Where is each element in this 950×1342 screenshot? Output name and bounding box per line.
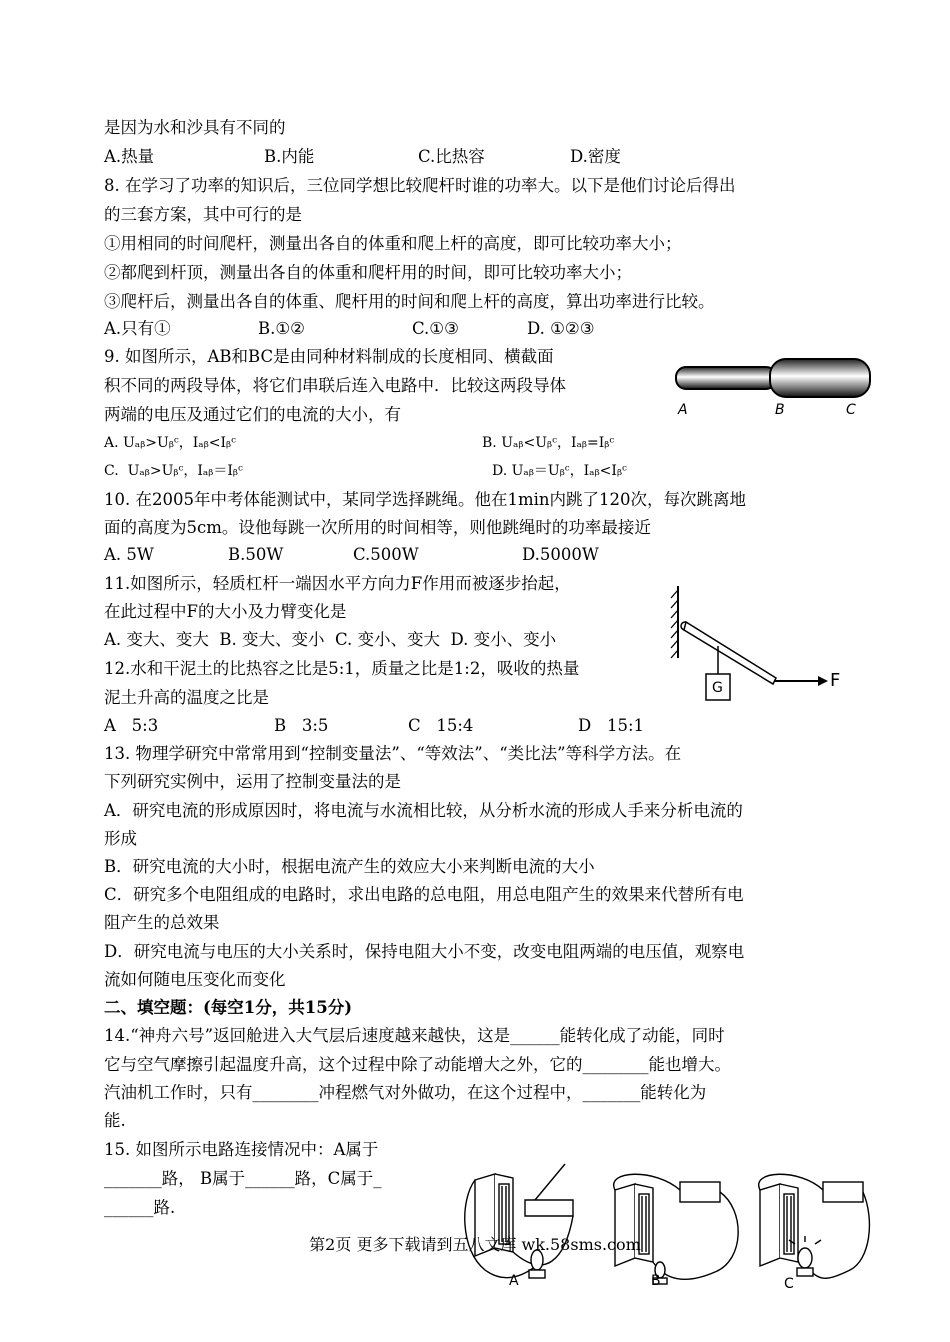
option-b: B 3:5: [274, 716, 329, 735]
text-line: 阻产生的总效果: [104, 913, 220, 932]
text-line: ②都爬到杆顶，测量出各自的体重和爬杆用的时间，即可比较功率大小；: [104, 263, 632, 282]
lever-figure: [668, 582, 848, 707]
text-line: 是因为水和沙具有不同的: [104, 118, 286, 137]
option-a: A.热量: [104, 147, 155, 166]
option-c: C. Uₐᵦ>Uᵦᶜ，Iₐᵦ＝Iᵦᶜ: [104, 463, 243, 479]
option-b: B.内能: [264, 147, 315, 166]
option-b: B.50W: [228, 545, 284, 564]
question-13: 13. 物理学研究中常常用到“控制变量法”、“等效法”、“类比法”等科学方法。在: [104, 744, 682, 763]
option-d: D 15:1: [578, 716, 645, 735]
question-10: 10. 在2005年中考体能测试中，某同学选择跳绳。他在1min内跳了120次，每次跳离地: [104, 490, 747, 509]
option-a: A 5:3: [104, 716, 159, 735]
text-line: 积不同的两段导体，将它们串联后连入电路中．比较这两段导体: [104, 376, 566, 395]
option-a: A. 5W: [104, 545, 154, 564]
question-8: 8. 在学习了功率的知识后，三位同学想比较爬杆时谁的功率大。以下是他们讨论后得出: [104, 176, 736, 195]
option-d: D．研究电流与电压的大小关系时，保持电阻大小不变，改变电阻两端的电压值，观察电: [104, 942, 745, 961]
option-a: A．研究电流的形成原因时，将电流与水流相比较，从分析水流的形成人手来分析电流的: [104, 801, 743, 820]
circuit-label-c: C: [784, 1276, 794, 1292]
text-line: ①用相同的时间爬杆，测量出各自的体重和爬上杆的高度，即可比较功率大小；: [104, 234, 682, 253]
option-d: D. ①②③: [527, 319, 595, 338]
text-line: 流如何随电压变化而变化: [104, 970, 286, 989]
option-b: B.①②: [258, 319, 305, 338]
text-line: _______路， B属于______路，C属于_: [104, 1169, 382, 1188]
text-line: 汽油机工作时，只有________冲程燃气对外做功，在这个过程中，_______能转化为: [104, 1083, 707, 1102]
text-line: 形成: [104, 829, 137, 848]
option-b: B. Uₐᵦ<Uᵦᶜ，Iₐᵦ=Iᵦᶜ: [482, 435, 615, 451]
text-line: 能.: [104, 1111, 126, 1130]
question-12: 12.水和干泥土的比热容之比是5:1，质量之比是1:2，吸收的热量: [104, 659, 580, 678]
text-line: 下列研究实例中，运用了控制变量法的是: [104, 772, 401, 791]
text-line: ③爬杆后，测量出各自的体重、爬杆用的时间和爬上杆的高度，算出功率进行比较。: [104, 292, 715, 311]
label-b: B: [775, 402, 785, 418]
text-line: 两端的电压及通过它们的电流的大小，有: [104, 405, 401, 424]
section-heading: 二、填空题：(每空1分，共15分): [104, 998, 353, 1017]
option-a: A.只有①: [104, 319, 171, 338]
text-line: 的三套方案，其中可行的是: [104, 205, 302, 224]
option-d: D.5000W: [522, 545, 599, 564]
option-c: C 15:4: [408, 716, 474, 735]
weight-label: G: [712, 680, 723, 696]
option-b: B．研究电流的大小时，根据电流产生的效应大小来判断电流的大小: [104, 857, 595, 876]
option-c: C.比热容: [418, 147, 485, 166]
options-line: A. 变大、变大 B. 变大、变小 C. 变小、变大 D. 变小、变小: [104, 630, 557, 649]
option-c: C.500W: [353, 545, 419, 564]
circuit-label-b: B: [651, 1273, 661, 1289]
text-line: 它与空气摩擦引起温度升高，这个过程中除了动能增大之外，它的________能也增大。: [104, 1055, 731, 1074]
label-a: A: [678, 402, 688, 418]
text-line: 面的高度为5cm。设他每跳一次所用的时间相等，则他跳绳时的功率最接近: [104, 518, 651, 537]
question-11: 11.如图所示，轻质杠杆一端因水平方向力F作用而被逐步抬起，: [104, 574, 571, 593]
option-d: D. Uₐᵦ＝Uᵦᶜ，Iₐᵦ<Iᵦᶜ: [492, 463, 627, 479]
option-a: A. Uₐᵦ>Uᵦᶜ，Iₐᵦ<Iᵦᶜ: [104, 435, 236, 451]
question-14: 14.“神舟六号”返回舱进入大气层后速度越来越快，这是______能转化成了动能，同时: [104, 1026, 725, 1045]
option-c: C.①③: [412, 319, 459, 338]
question-9: 9. 如图所示，AB和BC是由同种材料制成的长度相同、横截面: [104, 347, 554, 366]
option-c: C．研究多个电阻组成的电路时，求出电路的总电阻，用总电阻产生的效果来代替所有电: [104, 885, 744, 904]
text-line: 泥土升高的温度之比是: [104, 688, 269, 707]
circuit-label-a: A: [509, 1273, 519, 1289]
text-line: ______路.: [104, 1198, 176, 1217]
label-c: C: [846, 402, 856, 418]
page-footer: 第2页 更多下载请到五八文库 wk.58sms.com: [309, 1235, 641, 1254]
question-15: 15. 如图所示电路连接情况中：A属于: [104, 1140, 379, 1159]
force-label: F: [830, 670, 841, 691]
option-d: D.密度: [570, 147, 621, 166]
text-line: 在此过程中F的大小及力臂变化是: [104, 602, 347, 621]
